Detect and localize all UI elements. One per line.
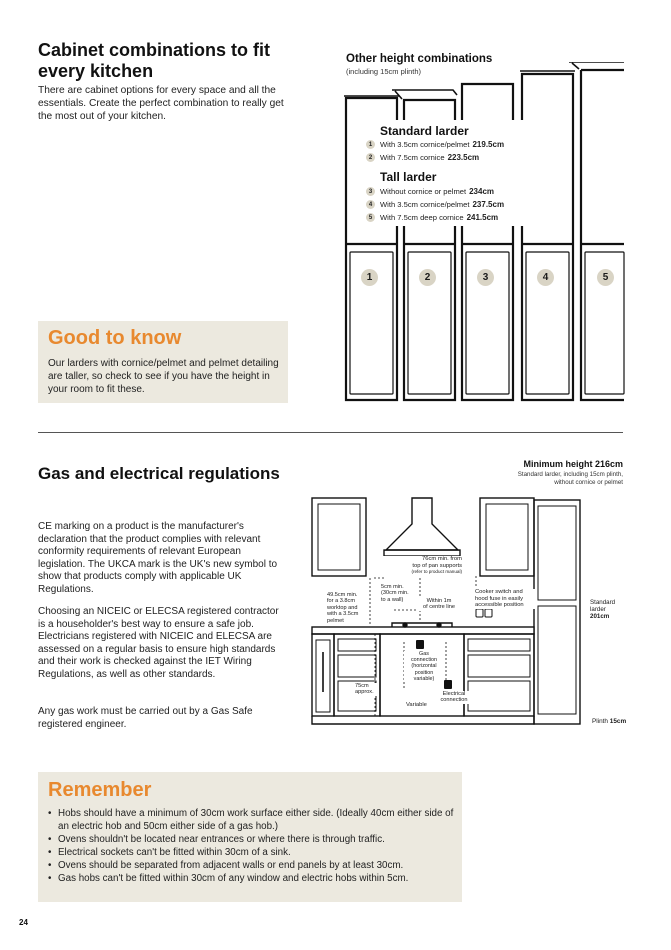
gas-connection-line: variable) [413,675,435,682]
standard-larder-title: Standard larder [380,124,469,138]
height-row-number: 2 [366,153,375,162]
good-to-know-title: Good to know [48,327,182,349]
pan-supports-line: top of pan supports [412,562,462,569]
intro-paragraph: There are cabinet options for every space and all the essentials. Create the perfect combination to really get the most out of your kitchen. [38,85,284,123]
five-cm-line: 5cm min. [381,584,404,590]
electrical-connection-label [439,691,469,704]
worktop-line: with a 3.5cm [327,611,359,618]
remember-box [38,772,462,902]
gas-paragraph-ce: CE marking on a product is the manufacturer's declaration that the product complies with relevant conformity requirements of relevant European legislation. The UKCA mark is the UK's new symbol to show that products comply with applicable UK Regulations. [38,521,278,595]
remember-title: Remember [48,779,152,801]
gas-paragraph-niceic: Choosing an NICEIC or ELECSA registered contractor is a householder's best way to ensure a safe job. Electricians registered with NICEIC and ELECSA are assessed on a regular basis to ensure high standards and their work is checked against the IET Wiring Regulations, as well as other standards. [38,606,279,680]
height-row-number: 5 [366,213,375,222]
within-1m-line: of centre line [422,604,456,611]
height-row-value: 219.5cm [472,140,505,149]
height-row [366,200,504,209]
cooker-switch-line: hood fuse in easily [475,595,524,602]
standard-larder-line: larder [590,606,606,614]
list-item-text: Ovens shouldn't be located near entrances or where there is through traffic. [58,834,385,845]
within-1m-label [418,598,460,611]
good-to-know-box [38,321,288,403]
height-row [366,153,479,162]
minimum-height-title: Minimum height 216cm [523,459,623,469]
height-row-desc: With 7.5cm cornice [380,153,445,162]
electrical-line: Electrical [442,691,466,697]
gas-connection-line: position [414,669,434,676]
worktop-label [327,592,365,624]
list-item: • Electrical sockets can't be fitted within 30cm of a sink. [48,847,291,858]
height-row-number: 4 [366,200,375,209]
remember-list [48,807,458,885]
height-row-desc: With 3.5cm cornice/pelmet [380,200,470,209]
gas-connection-label [404,651,444,682]
pan-supports-label [378,556,462,576]
worktop-line: pelmet [327,617,344,624]
height-row-value: 241.5cm [466,213,499,222]
worktop-line: 49.5cm min. [327,592,358,598]
worktop-line: for a 3.8cm [327,598,355,605]
height-row [366,213,498,222]
gas-section-title: Gas and electrical regulations [38,464,280,483]
larder-heights-diagram [340,62,625,407]
cooker-switch-label [475,589,535,609]
standard-larder-value: 201cm [590,613,610,621]
pan-supports-line: 76cm min. from [422,556,462,562]
gas-paragraph-gas-safe: Any gas work must be carried out by a Gas Safe registered engineer. [38,706,253,730]
gas-connection-line: connection [410,657,438,664]
height-row-number: 1 [366,140,375,149]
height-row-number: 3 [366,187,375,196]
height-combinations-subtitle: (including 15cm plinth) [346,67,422,76]
five-cm-line: to a wall) [381,596,404,603]
list-item-text: Electrical sockets can't be fitted within 30cm of a sink. [58,847,291,858]
cooker-switch-line: Cooker switch and [475,589,523,595]
height-row-desc: With 3.5cm cornice/pelmet [380,140,470,149]
list-item: • Ovens shouldn't be located near entrances or where there is through traffic. [48,834,385,845]
plinth-value: 15cm [609,718,627,725]
larder-badge-1: 1 [361,269,378,286]
variable-label: Variable [406,702,427,708]
gas-connection-line: (horizontal [411,663,437,670]
larder-badge-4: 4 [537,269,554,286]
standard-larder-label [590,599,624,621]
worktop-line: worktop and [327,604,358,611]
plinth-label-text: Plinth [592,718,608,725]
cooker-switch-line: accessible position [475,602,524,609]
five-cm-line: (30cm min. [381,590,409,597]
electrical-line: connection [440,697,468,704]
within-1m-line: Within 1m [426,598,452,604]
seventy-five-label [355,683,377,696]
page-number: 24 [19,918,28,927]
larder-badge-3: 3 [477,269,494,286]
larder-badge-5: 5 [597,269,614,286]
height-row-value: 237.5cm [472,200,505,209]
height-combinations-title: Other height combinations [346,53,493,65]
plinth-label [592,718,626,725]
list-item-text: Ovens should be separated from adjacent walls or end panels by at least 30cm. [58,860,404,871]
height-row [366,140,504,149]
height-row-value: 223.5cm [447,153,480,162]
list-item-text: Gas hobs can't be fitted within 30cm of any window and electric hobs within 5cm. [58,873,409,884]
tall-larder-title: Tall larder [380,170,437,184]
list-item-text: Hobs should have a minimum of 30cm work surface either side. (Ideally 40cm either side of an electric hob and 50cm either side of a gas hob.) [58,808,454,832]
height-row-desc: Without cornice or pelmet [380,187,467,196]
list-item: • Gas hobs can't be fitted within 30cm of any window and electric hobs within 5cm. [48,873,409,884]
gas-connection-line: Gas [419,651,429,657]
height-row-desc: With 7.5cm deep cornice [380,213,464,222]
minimum-height-subtitle: Standard larder, including 15cm plinth, [517,471,623,478]
pan-supports-line: (refer to product manual) [411,569,462,575]
five-cm-label [381,584,413,603]
height-row [366,187,494,196]
minimum-height-subtitle: without cornice or pelmet [554,479,623,486]
height-row-value: 234cm [469,187,495,196]
page-title: Cabinet combinations to fit every kitchen [38,40,270,81]
seventy-five-line: 75cm [355,683,369,689]
section-divider [38,432,623,433]
list-item: • Hobs should have a minimum of 30cm work surface either side. (Ideally 40cm either side of an electric hob and 50cm either side of a gas hob.) [48,808,454,832]
larder-badge-2: 2 [419,269,436,286]
list-item: • Ovens should be separated from adjacent walls or end panels by at least 30cm. [48,860,404,871]
good-to-know-text: Our larders with cornice/pelmet and pelmet detailing are taller, so check to see if you have the height in your room to fit these. [48,358,279,395]
standard-larder-line: Standard [590,599,616,606]
seventy-five-line: approx. [355,689,374,696]
